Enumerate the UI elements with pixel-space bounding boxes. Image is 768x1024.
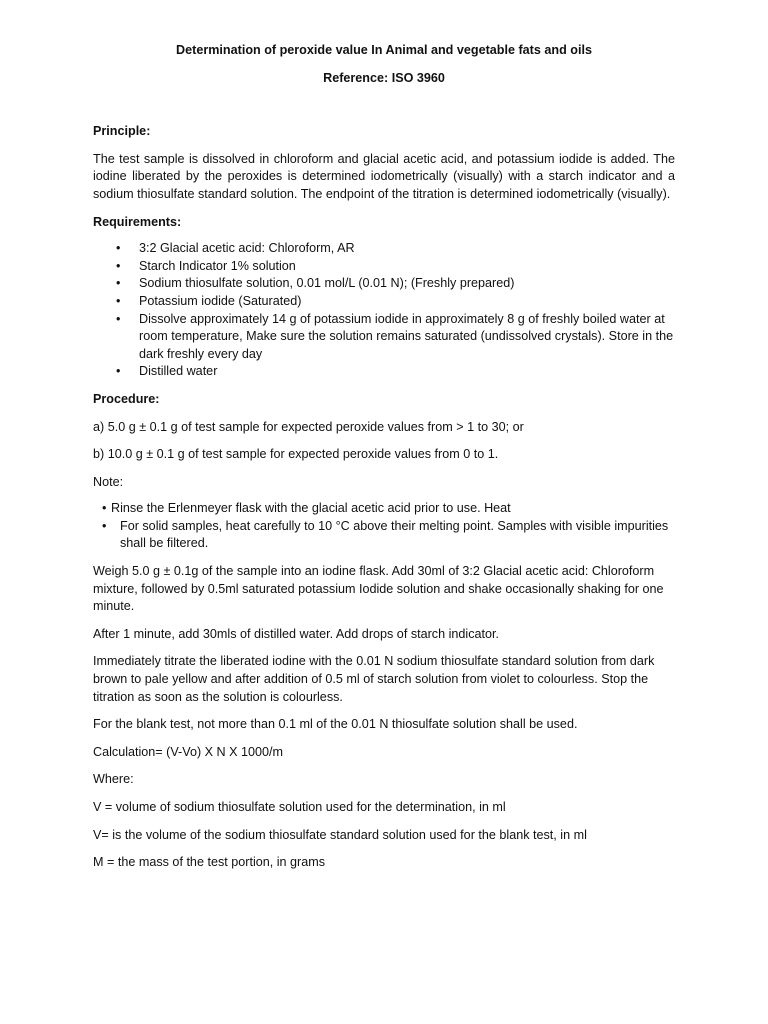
list-item-text: Potassium iodide (Saturated) — [139, 293, 302, 308]
reference-line: Reference: ISO 3960 — [323, 70, 445, 85]
list-item — [93, 500, 675, 518]
list-item — [93, 258, 675, 276]
bullet-icon: • — [116, 293, 121, 308]
document-page — [93, 40, 675, 872]
list-item — [93, 293, 675, 311]
bullet-icon: • — [116, 364, 121, 379]
list-item — [93, 518, 675, 553]
definition-v: V = volume of sodium thiosulfate solution used for the determination, in ml — [93, 800, 506, 814]
list-item-text: Starch Indicator 1% solution — [139, 258, 296, 273]
list-item — [93, 311, 675, 364]
document-title: Determination of peroxide value In Animal and vegetable fats and oils — [176, 43, 592, 57]
list-item — [93, 240, 675, 258]
calculation-formula: Calculation= (V-Vo) X N X 1000/m — [93, 744, 284, 759]
principle-heading: Principle: — [93, 124, 151, 139]
notes-list — [93, 500, 675, 553]
list-item — [93, 363, 675, 381]
definition-m: M = the mass of the test portion, in grams — [93, 855, 326, 870]
bullet-icon: • — [102, 501, 107, 516]
note-label: Note: — [93, 474, 124, 489]
bullet-icon: • — [116, 241, 121, 256]
list-item — [93, 275, 675, 293]
definition-vo: V= is the volume of the sodium thiosulfate standard solution used for the blank test, in ml — [93, 827, 587, 842]
procedure-step-weigh: Weigh 5.0 g ± 0.1g of the sample into an iodine flask. Add 30ml of 3:2 Glacial acetic acid: Chloroform mixture, followed by 0.5ml saturated potassium Iodide solution and shake occasionally shaking for one minute. — [93, 564, 664, 614]
list-item-text: Dissolve approximately 14 g of potassium iodide in approximately 8 g of freshly boiled water at room temperature, Make sure the solution remains saturated (undissolved crystals). Store in the dark freshly every day — [139, 311, 674, 361]
bullet-icon: • — [102, 518, 107, 533]
requirements-heading: Requirements: — [93, 214, 182, 229]
principle-text: The test sample is dissolved in chloroform and glacial acetic acid, and potassium iodide is added. The iodine liberated by the peroxides is determined iodometrically (visually) with a starch indicator and a sodium thiosulfate standard solution. The endpoint of the titration is determined iodometrically (visually). — [93, 151, 675, 201]
procedure-heading: Procedure: — [93, 391, 160, 406]
blank-test-text: For the blank test, not more than 0.1 ml of the 0.01 N thiosulfate solution shall be used. — [93, 717, 578, 732]
list-item-text: 3:2 Glacial acetic acid: Chloroform, AR — [139, 241, 355, 256]
procedure-option-b: b) 10.0 g ± 0.1 g of test sample for expected peroxide values from 0 to 1. — [93, 447, 499, 462]
bullet-icon: • — [116, 276, 121, 291]
procedure-step-titrate: Immediately titrate the liberated iodine with the 0.01 N sodium thiosulfate standard solution from dark brown to pale yellow and after addition of 0.5 ml of starch solution from violet to colourless. Stop the titration as soon as the solution is colourless. — [93, 654, 655, 704]
requirements-list — [93, 240, 675, 381]
list-item-text: Rinse the Erlenmeyer flask with the glacial acetic acid prior to use. Heat — [111, 501, 511, 516]
where-label: Where: — [93, 772, 134, 787]
procedure-step-water: After 1 minute, add 30mls of distilled water. Add drops of starch indicator. — [93, 626, 500, 641]
bullet-icon: • — [116, 258, 121, 273]
list-item-text: Sodium thiosulfate solution, 0.01 mol/L (0.01 N); (Freshly prepared) — [139, 276, 515, 291]
bullet-icon: • — [116, 311, 121, 326]
procedure-option-a: a) 5.0 g ± 0.1 g of test sample for expected peroxide values from > 1 to 30; or — [93, 419, 524, 434]
list-item-text: For solid samples, heat carefully to 10 °C above their melting point. Samples with visible impurities shall be filtered. — [120, 518, 669, 551]
list-item-text: Distilled water — [139, 364, 218, 379]
